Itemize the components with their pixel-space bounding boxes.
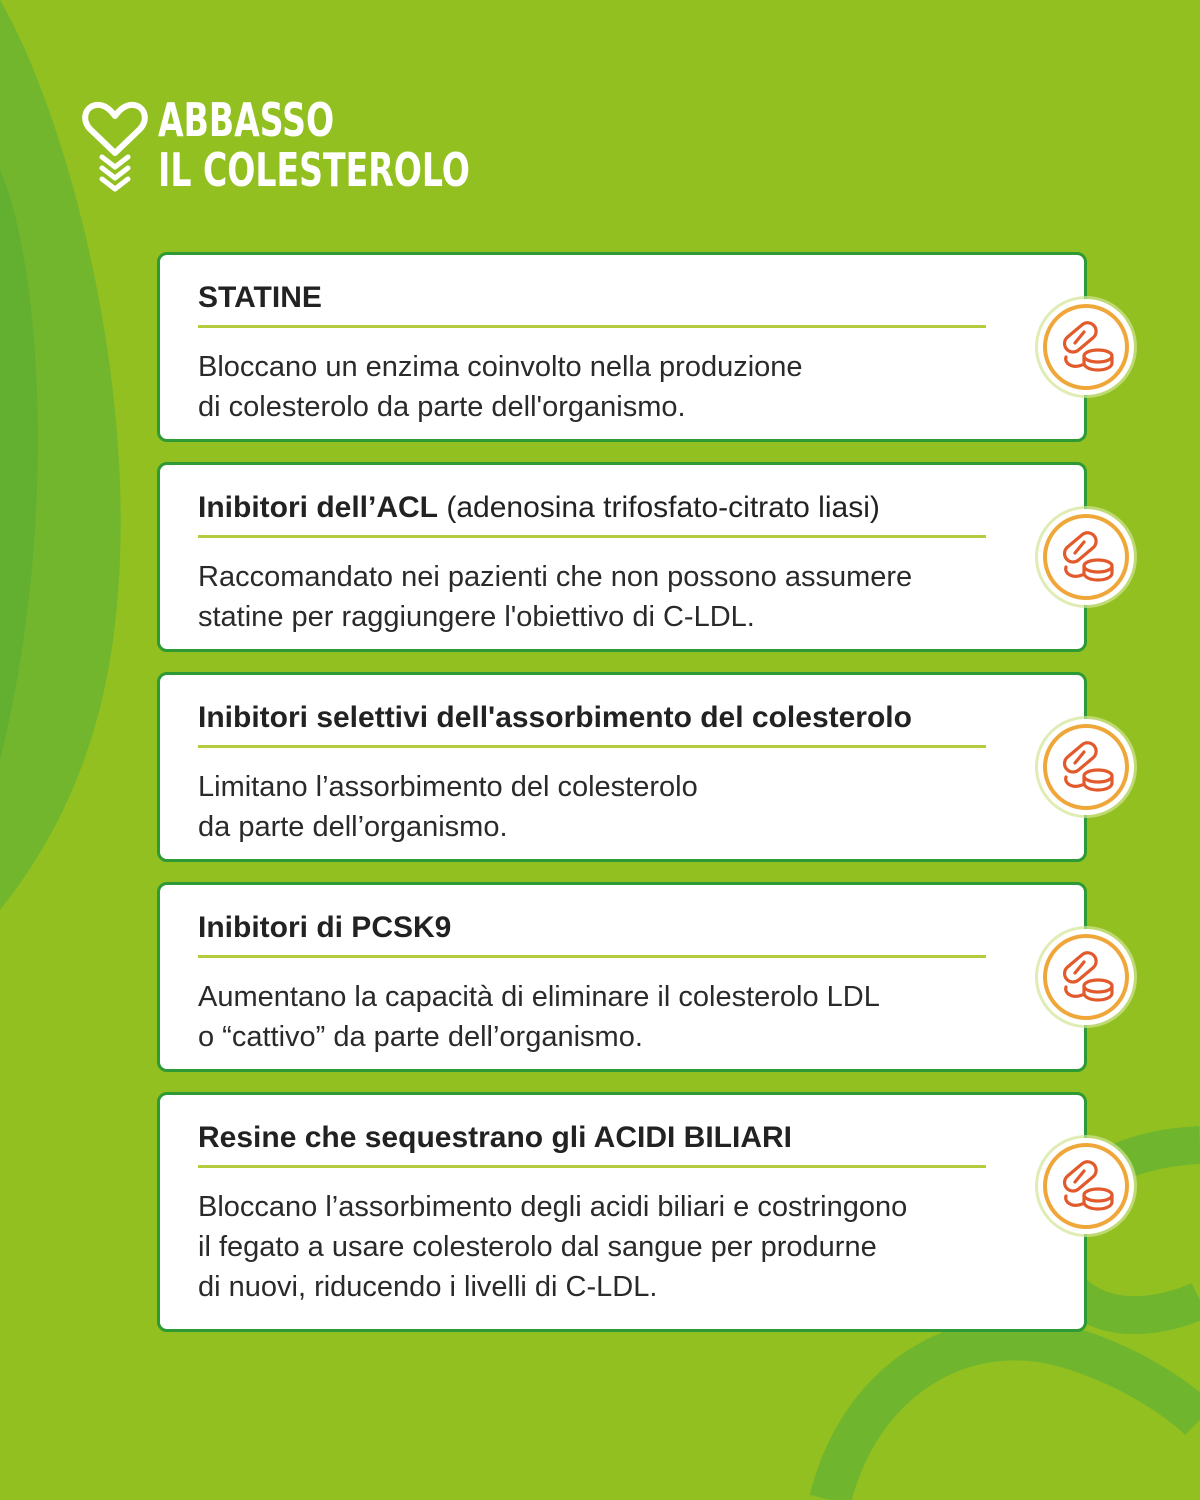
card-title: Resine che sequestrano gli ACIDI BILIARI — [198, 1121, 793, 1154]
pills-icon — [1038, 1138, 1134, 1234]
card-description: Raccomandato nei pazienti che non possono assumere statine per raggiungere l'obiettivo di C-LDL. — [198, 561, 913, 633]
drug-card-statine — [157, 252, 1087, 442]
card-title: Inibitori di PCSK9 — [198, 911, 452, 944]
header — [80, 95, 580, 205]
pills-icon — [1038, 299, 1134, 395]
card-divider — [198, 535, 986, 538]
page-title-line-1: ABBASSO — [158, 93, 335, 147]
card-divider — [198, 745, 986, 748]
card-divider — [198, 1165, 986, 1168]
card-description: Bloccano un enzima coinvolto nella produzione di colesterolo da parte dell'organismo. — [198, 351, 803, 423]
drug-card-inibitori-pcsk9 — [157, 882, 1087, 1072]
card-description: Bloccano l’assorbimento degli acidi biliari e costringono il fegato a usare colesterolo dal sangue per produrne di nuovi, riducendo i livelli di C-LDL. — [198, 1191, 908, 1303]
card-description: Aumentano la capacità di eliminare il colesterolo LDL o “cattivo” da parte dell’organismo. — [198, 981, 880, 1053]
pills-icon — [1038, 509, 1134, 605]
card-divider — [198, 325, 986, 328]
heart-down-arrows-icon — [80, 95, 150, 195]
pills-icon — [1038, 719, 1134, 815]
card-title: Inibitori dell’ACL (adenosina trifosfato-citrato liasi) — [198, 491, 880, 524]
page-title — [158, 95, 591, 195]
pills-icon — [1038, 929, 1134, 1025]
card-description: Limitano l’assorbimento del colesterolo da parte dell’organismo. — [198, 771, 698, 843]
card-title: STATINE — [198, 281, 322, 314]
card-divider — [198, 955, 986, 958]
drug-card-inibitori-assorbimento — [157, 672, 1087, 862]
drug-card-inibitori-acl — [157, 462, 1087, 652]
card-title: Inibitori selettivi dell'assorbimento del colesterolo — [198, 701, 912, 734]
drug-card-resine — [157, 1092, 1087, 1332]
bottom-curve — [830, 1339, 1200, 1500]
page-title-line-2: IL COLESTEROLO — [158, 143, 470, 197]
